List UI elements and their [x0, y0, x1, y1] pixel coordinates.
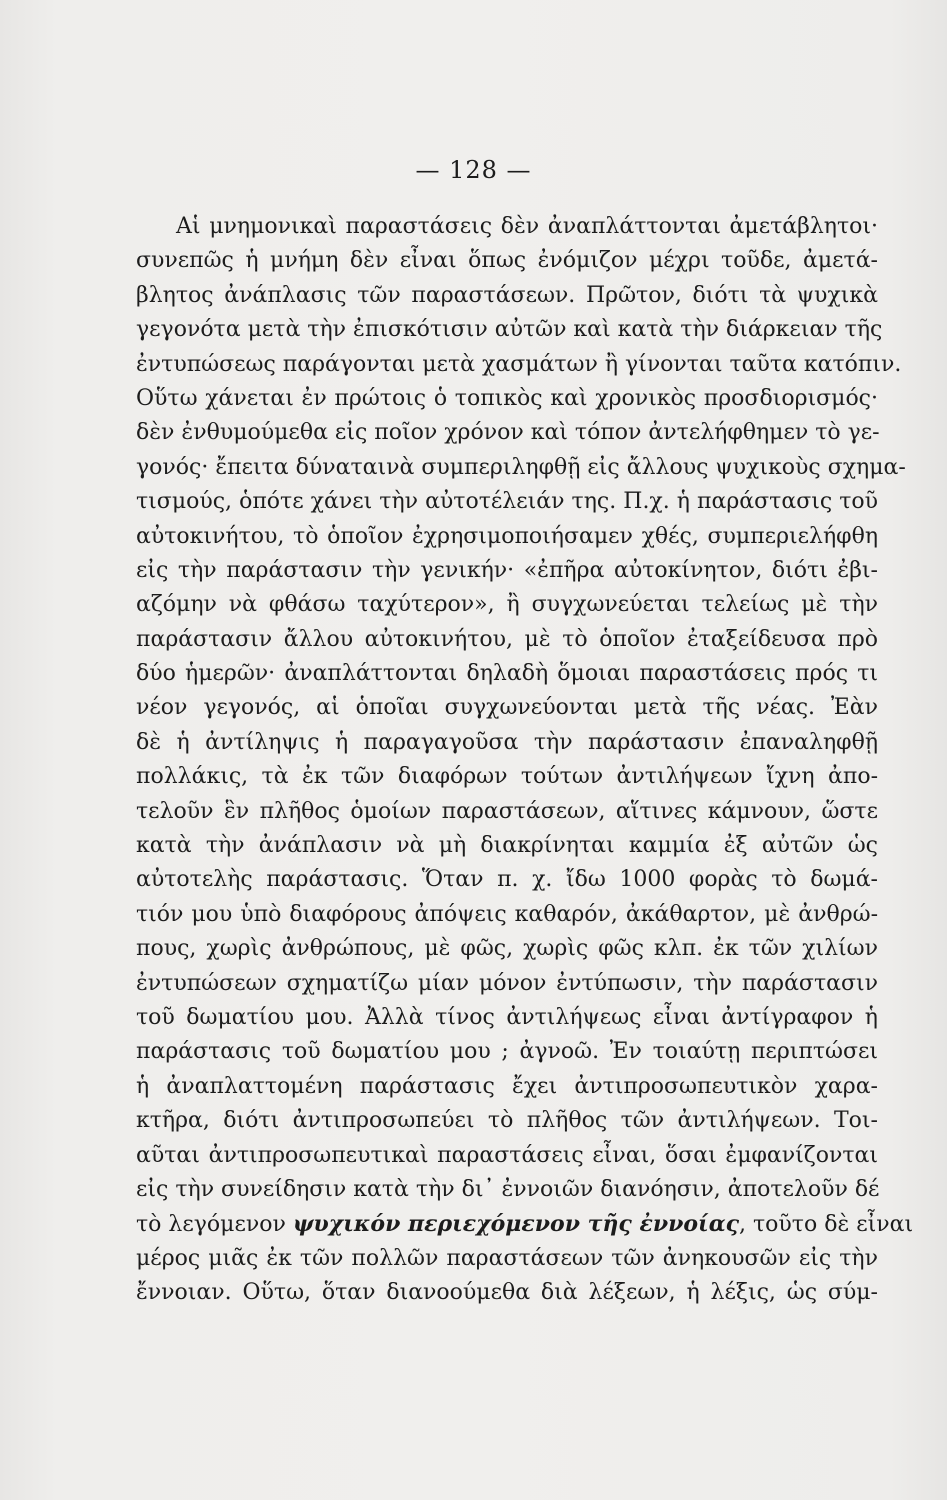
text-line: κτῆρα, διότι ἀντιπροσωπεύει τὸ πλῆθος τῶν ἀντιλήψεων. Τοι- — [136, 1108, 878, 1134]
text-line: μέρος μιᾶς ἐκ τῶν πολλῶν παραστάσεων τῶν ἀνηκουσῶν εἰς τὴν — [136, 1245, 878, 1271]
text-line: εἰς τὴν παράστασιν τὴν γενικήν· «ἐπῆρα αὐτοκίνητον, διότι ἐβι- — [136, 557, 878, 583]
text-line: τελοῦν ἓν πλῆθος ὁμοίων παραστάσεων, αἵτινες κάμνουν, ὥστε — [136, 798, 878, 824]
text-line: εἰς τὴν συνείδησιν κατὰ τὴν δι᾽ ἐννοιῶν διανόησιν, ἀποτελοῦν δέ — [136, 1176, 880, 1202]
text-line: γεγονότα μετὰ τὴν ἐπισκότισιν αὐτῶν καὶ κατὰ τὴν διάρκειαν τῆς — [136, 317, 883, 343]
page-number: — 128 — — [415, 156, 532, 184]
text-line: δὲ ἡ ἀντίληψις ἡ παραγαγοῦσα τὴν παράστασιν ἐπαναληφθῇ — [136, 729, 878, 755]
text-line: δὲν ἐνθυμούμεθα εἰς ποῖον χρόνον καὶ τόπον ἀντελήφθημεν τὸ γε- — [136, 420, 880, 446]
body-text — [136, 210, 914, 1311]
text-line: τοῦ δωματίου μου. Ἀλλὰ τίνος ἀντιλήψεως εἶναι ἀντίγραφον ἡ — [136, 1004, 878, 1030]
text-line: πους, χωρὶς ἀνθρώπους, μὲ φῶς, χωρὶς φῶς κλπ. ἐκ τῶν χιλίων — [136, 936, 878, 962]
emphasized-phrase: ψυχικόν περιεχόμενον τῆς ἐννοίας — [292, 1211, 740, 1238]
text-line: αῦται ἀντιπροσωπευτικαὶ παραστάσεις εἶναι, ὅσαι ἐμφανίζονται — [136, 1142, 878, 1168]
text-line: Οὕτω χάνεται ἐν πρώτοις ὁ τοπικὸς καὶ χρονικὸς προσδιορισμός· — [136, 385, 878, 411]
text-line: παράστασιν ἄλλου αὐτοκινήτου, μὲ τὸ ὁποῖον ἐταξείδευσα πρὸ — [136, 626, 878, 652]
text-line: αὐτοτελὴς παράστασις. Ὅταν π. χ. ἴδω 1000 φορὰς τὸ δωμά- — [136, 867, 878, 893]
text-line: γονός· ἔπειτα δύναταινὰ συμπεριληφθῇ εἰς ἄλλους ψυχικοὺς σχημα- — [136, 454, 906, 480]
text-line-emphasis — [136, 1207, 914, 1241]
text-line: αὐτοκινήτου, τὸ ὁποῖον ἐχρησιμοποιήσαμεν χθές, συμπεριελήφθη — [136, 523, 878, 549]
text-line: κατὰ τὴν ἀνάπλασιν νὰ μὴ διακρίνηται καμμία ἐξ αὐτῶν ὡς — [136, 833, 878, 859]
text-segment: , τοῦτο δὲ εἶναι — [739, 1212, 914, 1238]
text-line: αζόμην νὰ φθάσω ταχύτερον», ἢ συγχωνεύεται τελείως μὲ τὴν — [136, 592, 878, 618]
text-line: βλητος ἀνάπλασις τῶν παραστάσεων. Πρῶτον, διότι τὰ ψυχικὰ — [136, 282, 878, 308]
text-line: πολλάκις, τὰ ἐκ τῶν διαφόρων τούτων ἀντιλήψεων ἴχνη ἀπο- — [136, 764, 878, 790]
text-line: συνεπῶς ἡ μνήμη δὲν εἶναι ὅπως ἐνόμιζον μέχρι τοῦδε, ἀμετά- — [136, 248, 878, 274]
text-line: ἡ ἀναπλαττομένη παράστασις ἔχει ἀντιπροσωπευτικὸν χαρα- — [136, 1073, 878, 1099]
text-line: Αἱ μνημονικαὶ παραστάσεις δὲν ἀναπλάττονται ἀμετάβλητοι· — [176, 214, 878, 239]
text-line: ἔννοιαν. Οὕτω, ὅταν διανοούμεθα διὰ λέξεων, ἡ λέξις, ὡς σύμ- — [136, 1280, 878, 1306]
text-line: δύο ἡμερῶν· ἀναπλάττονται δηλαδὴ ὅμοιαι παραστάσεις πρός τι — [136, 661, 878, 687]
text-line: ἐντυπώσεως παράγονται μετὰ χασμάτων ἢ γίνονται ταῦτα κατόπιν. — [136, 351, 902, 377]
text-line: ἐντυπώσεων σχηματίζω μίαν μόνον ἐντύπωσιν, τὴν παράστασιν — [136, 970, 878, 996]
text-line: νέον γεγονός, αἱ ὁποῖαι συγχωνεύονται μετὰ τῆς νέας. Ἐὰν — [136, 695, 878, 721]
text-line: τιόν μου ὑπὸ διαφόρους ἀπόψεις καθαρόν, ἀκάθαρτον, μὲ ἀνθρώ- — [136, 901, 878, 927]
text-line: τισμούς, ὁπότε χάνει τὴν αὐτοτέλειάν της. Π.χ. ἡ παράστασις τοῦ — [136, 489, 878, 515]
text-line: παράστασις τοῦ δωματίου μου ; ἀγνοῶ. Ἐν τοιαύτῃ περιπτώσει — [136, 1039, 878, 1065]
text-segment: τὸ λεγόμενον — [136, 1212, 293, 1238]
